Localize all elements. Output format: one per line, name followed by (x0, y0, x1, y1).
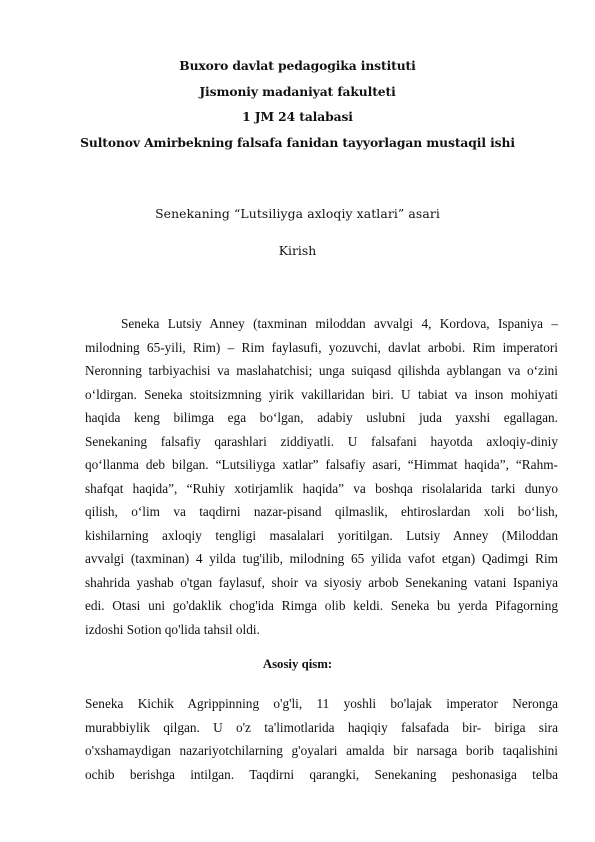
text-line: Seneka Kichik Agrippinning o'g'li, 11 yoshli bo'lajak imperator Neronga (85, 696, 558, 711)
intro-heading: Kirish (278, 243, 317, 258)
text-line: Neronning tarbiyachisi va maslahatchisi; unga suiqasd qilishda ayblangan va o‘zini (85, 363, 558, 378)
student-group: 1 JM 24 talabasi (242, 109, 353, 124)
text-line: Senekaning falsafiy qarashlari ziddiyatli. U falsafani hayotda axloqiy-diniy (85, 433, 558, 449)
text-line: qilish, o‘lim va taqdirni nazar-pisand qilmaslik, ehtiroslardan xoli bo‘lish, (85, 504, 558, 519)
text-line: ochib berishga intilgan. Taqdirni qarangki, Senekaning peshonasiga telba (85, 766, 558, 782)
text-line: shahrida yashab o'tgan faylasuf, shoir va siyosiy arbob Senekaning vatani Ispaniya (85, 574, 558, 590)
text-line: shafqat haqida”, “Ruhiy xotirjamlik haqida” va boshqa risolalarida tarki dunyo (85, 480, 558, 496)
text-line: haqida keng bilimga ega bo‘lgan, adabiy uslubni juda yaxshi egallagan. (85, 410, 558, 425)
text-line: avvalgi (taxminan) 4 yilda tug'ilib, milodning 65 yilida vafot etgan) Qadimgi Rim (85, 551, 558, 566)
text-line: murabbiylik qilgan. U o'z ta'limotlarida haqiqiy falsafada bir- biriga sira (85, 719, 558, 735)
main-paragraph (85, 692, 558, 786)
text-line: o‘ldirgan. Seneka stoitsizmning yirik vakillaridan biri. U tabiat va inson mohiyati (85, 386, 558, 402)
document-title: Senekaning “Lutsiliyga axloqiy xatlari” asari (155, 206, 440, 221)
faculty-name: Jismoniy madaniyat fakulteti (199, 84, 396, 99)
author-line: Sultonov Amirbekning falsafa fanidan tayyorlagan mustaqil ishi (80, 135, 515, 150)
intro-paragraph (85, 312, 558, 641)
text-line: edi. Otasi uni go'daklik chog'ida Rimga olib keldi. Seneka bu yerda Pifagorning (85, 598, 558, 613)
text-line: o'xshamaydigan nazariyotchilarning g'oyalari amalda bir narsaga borib taqalishini (85, 743, 558, 758)
text-line: milodning 65-yili, Rim) – Rim faylasufi, yozuvchi, davlat arbobi. Rim imperatori (85, 339, 558, 355)
text-line: qo‘llanma deb bilgan. “Lutsiliyga xatlar” falsafiy asari, “Himmat haqida”, “Rahm- (85, 457, 558, 472)
text-line: izdoshi Sotion qo'lida tahsil oldi. (85, 621, 260, 637)
main-heading: Asosiy qism: (262, 657, 333, 671)
institute-name: Buxoro davlat pedagogika instituti (179, 58, 416, 73)
text-line: Seneka Lutsiy Anney (taxminan miloddan avvalgi 4, Kordova, Ispaniya – (121, 316, 558, 331)
text-line: kishilarning axloqiy tengligi masalalari yoritilgan. Lutsiy Anney (Miloddan (85, 527, 558, 543)
